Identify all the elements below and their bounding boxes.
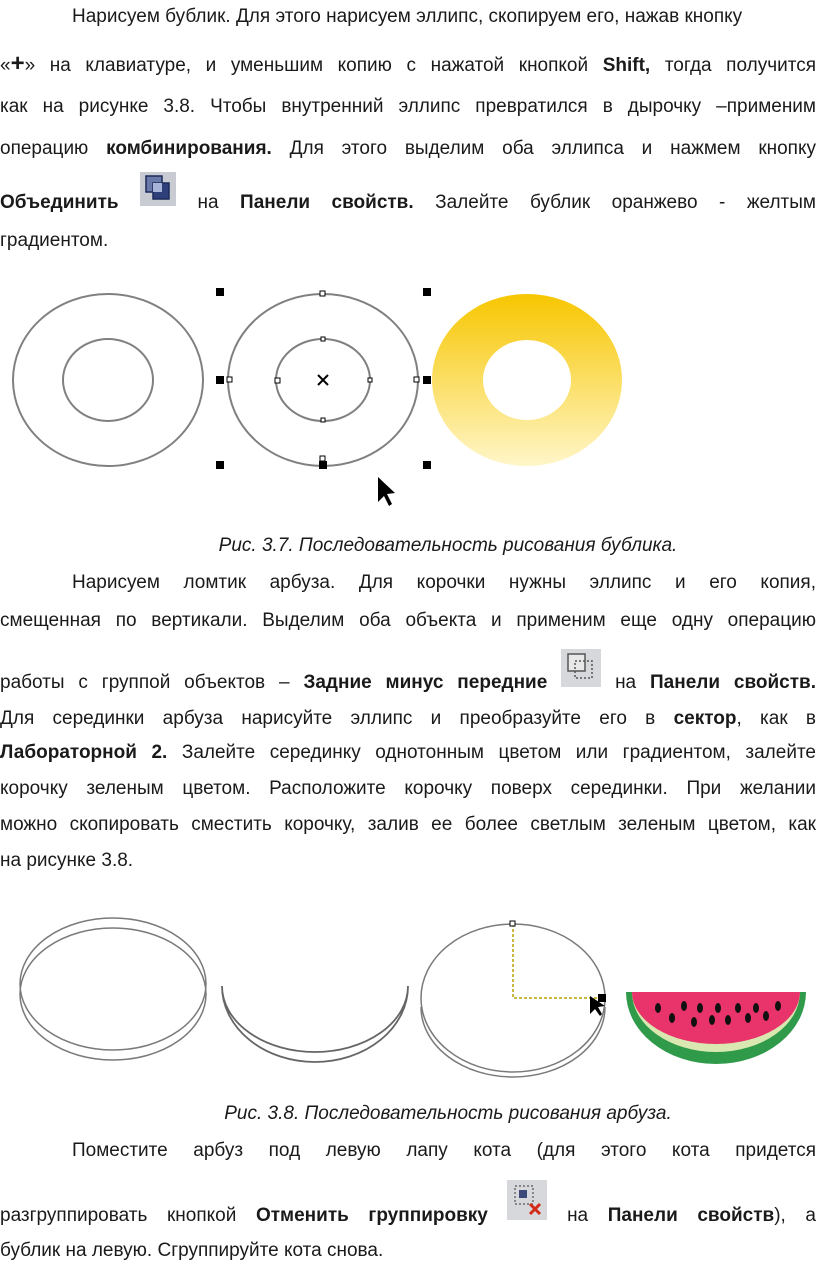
p3-line2-b: на <box>567 1205 589 1226</box>
p2-line5 <box>0 742 816 764</box>
plus-key: + <box>10 50 25 77</box>
p1-line1: Нарисуем бублик. Для этого нарисуем эллипс, скопируем его, нажав кнопку <box>72 6 743 27</box>
quote-open: « <box>0 55 11 76</box>
p1-line5 <box>0 192 816 214</box>
ungroup-icon[interactable] <box>507 1180 547 1226</box>
p1-line2-text: » на клавиатуре, и уменьшим копию с нажатой кнопкой <box>24 55 589 76</box>
sector-term: сектор <box>673 708 737 729</box>
properties-panel-label: Панели свойств. <box>240 192 414 213</box>
properties-panel-label-2: Панели свойств. <box>650 672 816 693</box>
back-minus-front-icon[interactable] <box>561 649 601 693</box>
p3-line2-a: разгруппировать кнопкой <box>0 1205 237 1226</box>
p2-line2: смещенная по вертикали. Выделим оба объекта и применим еще одну операцию <box>0 610 816 631</box>
rind-two-ellipses <box>20 918 206 1060</box>
properties-panel-label-3: Панели свойств <box>607 1205 775 1226</box>
donut-selected-ellipses <box>216 288 431 506</box>
p3-line1: Поместите арбуз под левую лапу кота (для этого кота придется <box>72 1140 816 1161</box>
figure-3-8 <box>0 912 816 1092</box>
p1-line2-tail: тогда получится <box>664 55 816 76</box>
back-minus-front-label: Задние минус передние <box>303 672 548 693</box>
lab2-label: Лабораторной 2. <box>0 742 168 763</box>
donut-filled <box>432 294 622 466</box>
p1-line4-a: операцию <box>0 138 89 159</box>
p2-line4-b: , как в <box>736 708 816 729</box>
ungroup-label: Отменить группировку <box>255 1205 488 1226</box>
figure-3-7 <box>0 280 816 510</box>
donut-outline-ellipses <box>13 294 203 466</box>
p1-line3: как на рисунке 3.8. Чтобы внутренний эллипс превратился в дырочку –применим <box>0 96 816 117</box>
combine-button-label: Объединить <box>0 192 119 213</box>
p2-line3-b: на <box>615 672 637 693</box>
p2-line4-a: Для серединки арбуза нарисуйте эллипс и преобразуйте его в <box>0 708 656 729</box>
p2-line8: на рисунке 3.8. <box>0 850 134 871</box>
p3-line2-c: ), а <box>774 1205 816 1226</box>
watermelon-slice <box>626 992 806 1064</box>
p2-line3 <box>0 672 816 694</box>
p1-line6: градиентом. <box>0 230 109 251</box>
p1-line2 <box>0 50 816 78</box>
p2-line4 <box>0 708 816 730</box>
p1-line4-b: Для этого выделим оба эллипса и нажмем кнопку <box>289 138 816 159</box>
p2-line7: можно скопировать сместить корочку, залив ее более светлым зеленым цветом, как <box>0 814 816 835</box>
combine-icon[interactable] <box>140 172 176 212</box>
p2-line5-a: Залейте серединку однотонным цветом или градиентом, залейте <box>181 742 816 763</box>
p3-line2 <box>0 1205 816 1227</box>
p3-line3: бублик на левую. Сгруппируйте кота снова. <box>0 1240 384 1261</box>
figure-3-8-caption: Рис. 3.8. Последовательность рисования арбуза. <box>224 1103 672 1124</box>
combine-term: комбинирования. <box>106 138 272 159</box>
figure-3-7-caption: Рис. 3.7. Последовательность рисования бублика. <box>218 535 678 556</box>
p1-line5-a: на <box>197 192 219 213</box>
p2-line3-a: работы с группой объектов – <box>0 672 290 693</box>
p1-line4 <box>0 138 816 160</box>
rind-shape <box>222 986 408 1062</box>
p2-line6: корочку зеленым цветом. Расположите корочку поверх серединки. При желании <box>0 778 816 799</box>
shift-key-label: Shift, <box>602 55 651 76</box>
p2-line1: Нарисуем ломтик арбуза. Для корочки нужны эллипс и его копия, <box>72 572 816 593</box>
p1-line5-b: Залейте бублик оранжево - желтым <box>435 192 816 213</box>
sector-construction <box>421 921 606 1077</box>
